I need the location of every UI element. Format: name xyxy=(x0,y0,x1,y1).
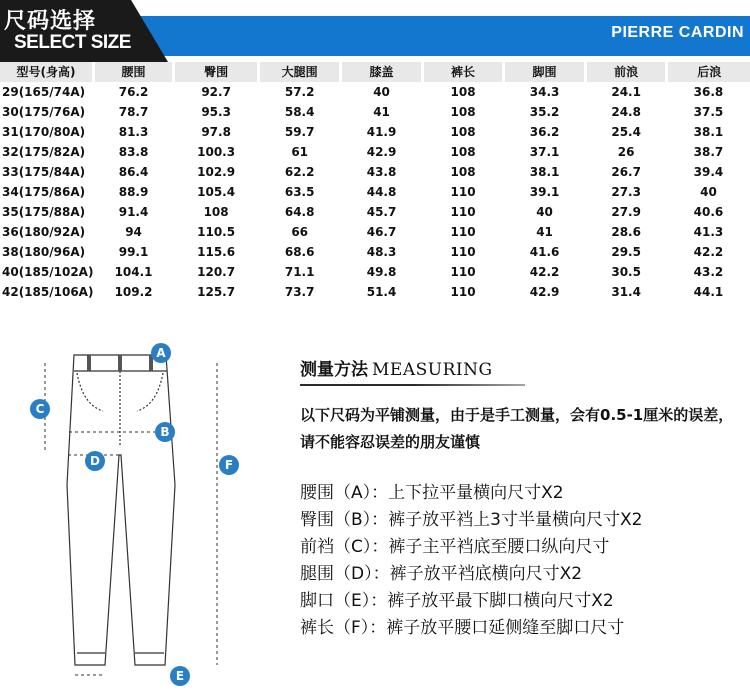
table-cell: 71.1 xyxy=(284,265,315,279)
table-row xyxy=(0,142,750,162)
header-title-en: SELECT SIZE xyxy=(14,32,131,53)
table-cell: 46.7 xyxy=(366,225,397,239)
belt-loop xyxy=(118,355,122,371)
table-cell: 99.1 xyxy=(118,245,149,259)
table-cell: 26.7 xyxy=(611,165,641,179)
table-row xyxy=(0,82,750,102)
table-row xyxy=(0,262,750,282)
table-cell: 49.8 xyxy=(366,265,397,279)
marker-e-label: E xyxy=(175,669,185,683)
table-cell: 31.4 xyxy=(611,285,641,299)
table-cell: 39.4 xyxy=(693,165,724,179)
table-cell: 62.2 xyxy=(284,165,315,179)
table-cell: 110 xyxy=(450,245,476,259)
size-table-header-row xyxy=(0,62,750,82)
table-cell: 125.7 xyxy=(197,285,236,299)
pants-right-pocket xyxy=(137,373,163,411)
marker-b-label: B xyxy=(160,425,170,439)
table-cell: 34(175/86A) xyxy=(2,185,86,199)
table-cell: 91.4 xyxy=(118,205,149,219)
measuring-step-rise: 前裆（C）：裤子主平裆底至腰口纵向尺寸 xyxy=(300,537,610,557)
table-cell: 44.8 xyxy=(366,185,397,199)
marker-c-label: C xyxy=(35,402,45,416)
measuring-title xyxy=(300,355,493,380)
table-cell: 38.1 xyxy=(693,125,724,139)
table-cell: 41 xyxy=(373,105,390,119)
table-cell: 38.1 xyxy=(529,165,560,179)
table-cell: 42.2 xyxy=(529,265,560,279)
table-row xyxy=(0,222,750,242)
brand-logo: PIERRE CARDIN xyxy=(611,24,744,41)
marker-a-label: A xyxy=(156,346,166,360)
measure-markers xyxy=(30,343,239,686)
table-cell: 110 xyxy=(450,225,476,239)
measuring-title-en: MEASURING xyxy=(372,360,493,380)
table-cell: 57.2 xyxy=(284,85,315,99)
table-cell: 36.2 xyxy=(529,125,560,139)
measuring-title-cn: 测量方法 xyxy=(300,360,368,380)
table-cell: 33(175/84A) xyxy=(2,165,86,179)
table-cell: 110 xyxy=(450,185,476,199)
table-row xyxy=(0,282,750,302)
column-header: 臀围 xyxy=(174,62,259,82)
table-cell: 78.7 xyxy=(118,105,149,119)
table-cell: 42(185/106A) xyxy=(2,285,94,299)
table-cell: 68.6 xyxy=(284,245,315,259)
table-cell: 86.4 xyxy=(118,165,149,179)
page-header xyxy=(0,0,750,62)
table-cell: 59.7 xyxy=(284,125,315,139)
table-cell: 110 xyxy=(450,285,476,299)
measuring-note: 以下尺码为平铺测量，由于是手工测量，会有0.5-1厘米的误差，请不能容忍误差的朋友谨慎 xyxy=(300,406,734,451)
measuring-step-hip: 臀围（B）：裤子放平裆上3寸半量横向尺寸X2 xyxy=(300,510,643,530)
pants-left-pocket xyxy=(77,373,103,411)
table-cell: 39.1 xyxy=(529,185,560,199)
table-cell: 24.8 xyxy=(611,105,641,119)
marker-f-label: F xyxy=(224,458,234,472)
table-cell: 104.1 xyxy=(114,265,153,279)
table-cell: 32(175/82A) xyxy=(2,145,86,159)
table-cell: 36(180/92A) xyxy=(2,225,86,239)
belt-loop xyxy=(87,355,91,371)
table-cell: 92.7 xyxy=(201,85,231,99)
table-cell: 40.6 xyxy=(693,205,724,219)
table-cell: 97.8 xyxy=(201,125,231,139)
table-cell: 102.9 xyxy=(197,165,236,179)
table-cell: 30.5 xyxy=(611,265,641,279)
table-cell: 43.2 xyxy=(693,265,724,279)
table-cell: 27.9 xyxy=(611,205,641,219)
table-cell: 94 xyxy=(125,225,142,239)
table-cell: 63.5 xyxy=(284,185,315,199)
column-header: 型号(身高) xyxy=(16,65,76,79)
table-row xyxy=(0,102,750,122)
column-header: 裤长 xyxy=(422,62,503,82)
title-underline xyxy=(300,384,525,386)
pants-diagram xyxy=(25,335,265,695)
table-cell: 115.6 xyxy=(197,245,236,259)
column-header: 膝盖 xyxy=(341,62,423,82)
table-cell: 37.5 xyxy=(693,105,724,119)
table-cell: 108 xyxy=(203,205,229,219)
measuring-step-length: 裤长（F）：裤子放平腰口延侧缝至脚口尺寸 xyxy=(300,618,625,638)
table-cell: 30(175/76A) xyxy=(2,105,86,119)
column-header: 前浪 xyxy=(585,62,667,82)
table-cell: 37.1 xyxy=(529,145,560,159)
table-cell: 31(170/80A) xyxy=(2,125,86,139)
table-cell: 28.6 xyxy=(611,225,641,239)
table-cell: 29(165/74A) xyxy=(2,85,86,99)
table-cell: 81.3 xyxy=(118,125,149,139)
table-cell: 120.7 xyxy=(197,265,236,279)
table-cell: 110 xyxy=(450,265,476,279)
table-cell: 42.9 xyxy=(366,145,397,159)
table-row xyxy=(0,242,750,262)
table-cell: 73.7 xyxy=(284,285,315,299)
table-cell: 40 xyxy=(373,85,390,99)
header-title-cn: 尺码选择 xyxy=(4,9,97,34)
column-header: 后浪 xyxy=(667,62,750,82)
table-cell: 41 xyxy=(536,225,553,239)
table-cell: 108 xyxy=(450,165,476,179)
table-cell: 66 xyxy=(291,225,309,239)
table-cell: 24.1 xyxy=(611,85,641,99)
marker-d-label: D xyxy=(90,454,100,468)
table-row xyxy=(0,162,750,182)
table-row xyxy=(0,122,750,142)
table-cell: 34.3 xyxy=(529,85,560,99)
measuring-step-waist: 腰围（A）：上下拉平量横向尺寸X2 xyxy=(300,483,564,503)
table-cell: 88.9 xyxy=(118,185,149,199)
table-cell: 26 xyxy=(617,145,635,159)
table-cell: 42.9 xyxy=(529,285,560,299)
table-cell: 36.8 xyxy=(693,85,724,99)
table-row xyxy=(0,202,750,222)
table-cell: 109.2 xyxy=(114,285,153,299)
size-table xyxy=(0,62,750,302)
table-cell: 108 xyxy=(450,125,476,139)
table-cell: 76.2 xyxy=(118,85,149,99)
pants-outline xyxy=(67,355,175,665)
table-cell: 108 xyxy=(450,85,476,99)
table-cell: 41.3 xyxy=(693,225,724,239)
table-cell: 38.7 xyxy=(693,145,724,159)
table-cell: 61 xyxy=(291,145,309,159)
table-cell: 100.3 xyxy=(197,145,236,159)
size-table-body xyxy=(0,82,750,302)
table-cell: 41.9 xyxy=(366,125,397,139)
table-cell: 44.1 xyxy=(693,285,724,299)
table-cell: 108 xyxy=(450,145,476,159)
table-cell: 29.5 xyxy=(611,245,641,259)
table-cell: 35.2 xyxy=(529,105,560,119)
table-cell: 64.8 xyxy=(284,205,315,219)
table-cell: 45.7 xyxy=(366,205,397,219)
table-cell: 35(175/88A) xyxy=(2,205,86,219)
table-cell: 38(180/96A) xyxy=(2,245,86,259)
table-cell: 105.4 xyxy=(197,185,236,199)
table-cell: 40(185/102A) xyxy=(2,265,94,279)
column-header: 大腿围 xyxy=(259,62,341,82)
table-cell: 83.8 xyxy=(118,145,149,159)
table-cell: 40 xyxy=(536,205,553,219)
table-cell: 58.4 xyxy=(284,105,315,119)
table-cell: 43.8 xyxy=(366,165,397,179)
table-cell: 110.5 xyxy=(197,225,236,239)
column-header: 脚围 xyxy=(504,62,586,82)
table-cell: 41.6 xyxy=(529,245,560,259)
measuring-step-thigh: 腿围（D）：裤子放平裆底横向尺寸X2 xyxy=(300,564,583,584)
table-cell: 42.2 xyxy=(693,245,724,259)
table-cell: 40 xyxy=(700,185,717,199)
table-cell: 95.3 xyxy=(201,105,231,119)
measuring-steps xyxy=(300,480,642,642)
table-cell: 48.3 xyxy=(366,245,397,259)
table-cell: 110 xyxy=(450,205,476,219)
column-header: 腰围 xyxy=(93,62,173,82)
measuring-step-leg-opening: 脚口（E）：裤子放平最下脚口横向尺寸X2 xyxy=(300,591,614,611)
table-cell: 27.3 xyxy=(611,185,641,199)
table-row xyxy=(0,182,750,202)
table-cell: 51.4 xyxy=(366,285,397,299)
table-cell: 25.4 xyxy=(611,125,641,139)
table-cell: 108 xyxy=(450,105,476,119)
